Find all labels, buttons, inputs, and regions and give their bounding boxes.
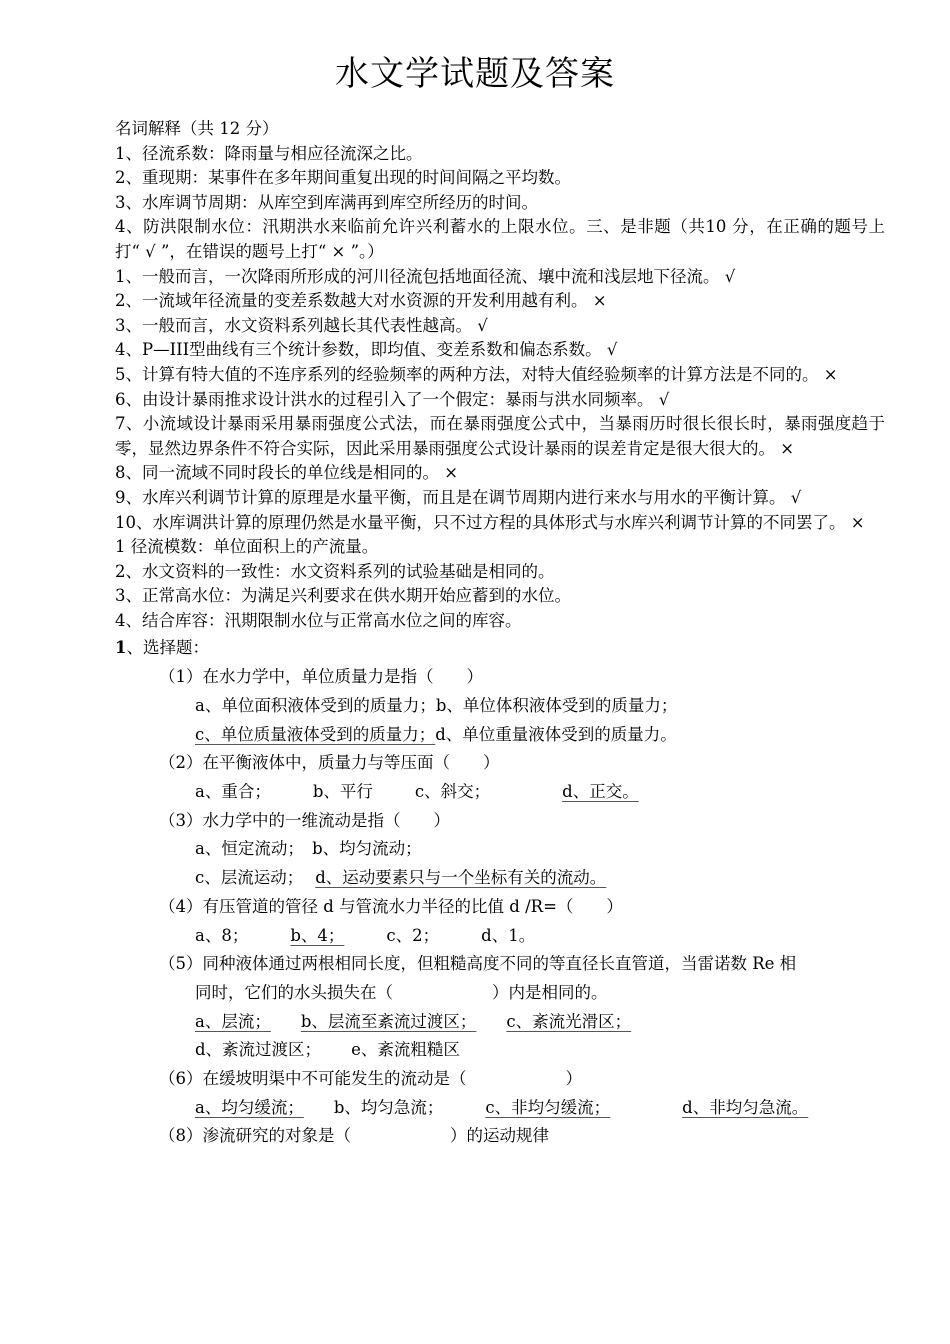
option: c、层流运动； [195, 868, 304, 888]
answer-option: a、均匀缓流； [195, 1097, 304, 1117]
section-label: 、选择题： [126, 638, 209, 658]
true-false-item: 4、P—III型曲线有三个统计参数，即均值、变差系数和偏态系数。 √ [115, 340, 618, 360]
definition-item: 1、径流系数：降雨量与相应径流深之比。 [115, 143, 423, 163]
question-5-options-d-e [115, 1036, 885, 1065]
question-2-stem: （2）在平衡液体中，质量力与等压面（ ） [159, 753, 500, 773]
option: b、平行 [312, 781, 373, 801]
section-heading-choice [115, 634, 885, 663]
answer-option: b、4； [290, 925, 345, 945]
true-false-item: 3、一般而言，水文资料系列越长其代表性越高。 √ [115, 315, 488, 335]
question-4-stem: （4）有压管道的管径 d 与管流水力半径的比值 d /R=（ ） [159, 896, 623, 916]
true-false-item: 1、一般而言，一次降雨所形成的河川径流包括地面径流、壤中流和浅层地下径流。 √ [115, 266, 736, 286]
option: c、斜交； [414, 781, 491, 801]
true-false-item: 10、水库调洪计算的原理仍然是水量平衡，只不过方程的具体形式与水库兴利调节计算的不同罢了。 × [115, 512, 865, 532]
question-1-options-c-d [115, 721, 885, 750]
question-4-options [115, 922, 885, 951]
option: e、紊流粗糙区 [351, 1040, 460, 1060]
definition-item: 2、重现期：某事件在多年期间重复出现的时间间隔之平均数。 [115, 168, 571, 188]
question-6-stem: （6）在缓坡明渠中不可能发生的流动是（ ） [159, 1069, 582, 1089]
question-8-stem: （8）渗流研究的对象是（ ）的运动规律 [159, 1126, 549, 1146]
document-body [115, 117, 885, 1151]
definition-item: 3、水库调节周期：从库空到库满再到库空所经历的时间。 [115, 192, 538, 212]
answer-option: c、非均匀缓流； [485, 1097, 611, 1117]
answer-option: d、运动要素只与一个坐标有关的流动。 [315, 868, 607, 888]
option: c、2； [386, 925, 440, 945]
definition-item: 2、水文资料的一致性：水文资料系列的试验基础是相同的。 [115, 561, 555, 581]
true-false-item: 6、由设计暴雨推求设计洪水的过程引入了一个假定：暴雨与洪水同频率。 √ [115, 389, 670, 409]
answer-option: d、非均匀急流。 [682, 1097, 809, 1117]
option: d、紊流过渡区； [195, 1040, 322, 1060]
section-number: 1 [115, 638, 127, 658]
true-false-item: 9、水库兴利调节计算的原理是水量平衡，而且是在调节周期内进行来水与用水的平衡计算。 √ [115, 487, 802, 507]
true-false-item: 7、小流域设计暴雨采用暴雨强度公式法，而在暴雨强度公式中，当暴雨历时很长很长时，暴雨强度趋于零，显然边界条件不符合实际，因此采用暴雨强度公式设计暴雨的误差肯定是很大很大的。 × [115, 414, 885, 458]
question-3-stem: （3）水力学中的一维流动是指（ ） [159, 810, 450, 830]
option: d、1。 [481, 925, 536, 945]
question-3-options-c-d [115, 864, 885, 893]
question-2-options [115, 778, 885, 807]
option: b、均匀急流； [333, 1097, 444, 1117]
question-5-stem-cont: 同时，它们的水头损失在（ ）内是相同的。 [195, 982, 608, 1002]
answer-option: a、层流； [195, 1011, 271, 1031]
true-false-item: 2、一流域年径流量的变差系数越大对水资源的开发利用越有利。 × [115, 291, 607, 311]
question-3-options-a-b: a、恒定流动； b、均匀流动； [195, 839, 422, 859]
definition-item: 4、结合库容：汛期限制水位与正常高水位之间的库容。 [115, 610, 522, 630]
question-5-stem: （5）同种液体通过两根相同长度，但粗糙高度不同的等直径长直管道，当雷诺数 Re 相 [159, 954, 797, 974]
true-false-item: 5、计算有特大值的不连序系列的经验频率的两种方法，对特大值经验频率的计算方法是不同的。 × [115, 364, 838, 384]
question-6-options [115, 1094, 885, 1123]
option: a、重合； [195, 781, 271, 801]
option: a、8； [195, 925, 249, 945]
question-5-options-a-c [115, 1008, 885, 1037]
document-title: 水文学试题及答案 [335, 54, 615, 94]
section-heading-definitions: 名词解释（共 12 分） [115, 119, 279, 138]
question-1-stem: （1）在水力学中，单位质量力是指（ ） [159, 667, 483, 687]
answer-option: c、单位质量液体受到的质量力； [195, 724, 436, 744]
definition-item: 4、防洪限制水位：汛期洪水来临前允许兴利蓄水的上限水位。三、是非题（共10 分，在正确的题号上打“ √ ”，在错误的题号上打“ × ”。） [115, 217, 885, 261]
option: d、单位重量液体受到的质量力。 [435, 724, 677, 744]
multiple-choice-section [115, 634, 885, 1151]
definition-item: 1 径流模数：单位面积上的产流量。 [115, 537, 379, 557]
true-false-item: 8、同一流域不同时段长的单位线是相同的。 × [115, 463, 459, 483]
definition-item: 3、正常高水位：为满足兴利要求在供水期开始应蓄到的水位。 [115, 586, 571, 606]
question-1-options-a-b: a、单位面积液体受到的质量力；b、单位体积液体受到的质量力； [195, 695, 678, 715]
answer-option: c、紊流光滑区； [506, 1011, 632, 1031]
answer-option: d、正交。 [562, 781, 639, 801]
answer-option: b、层流至紊流过渡区； [300, 1011, 477, 1031]
